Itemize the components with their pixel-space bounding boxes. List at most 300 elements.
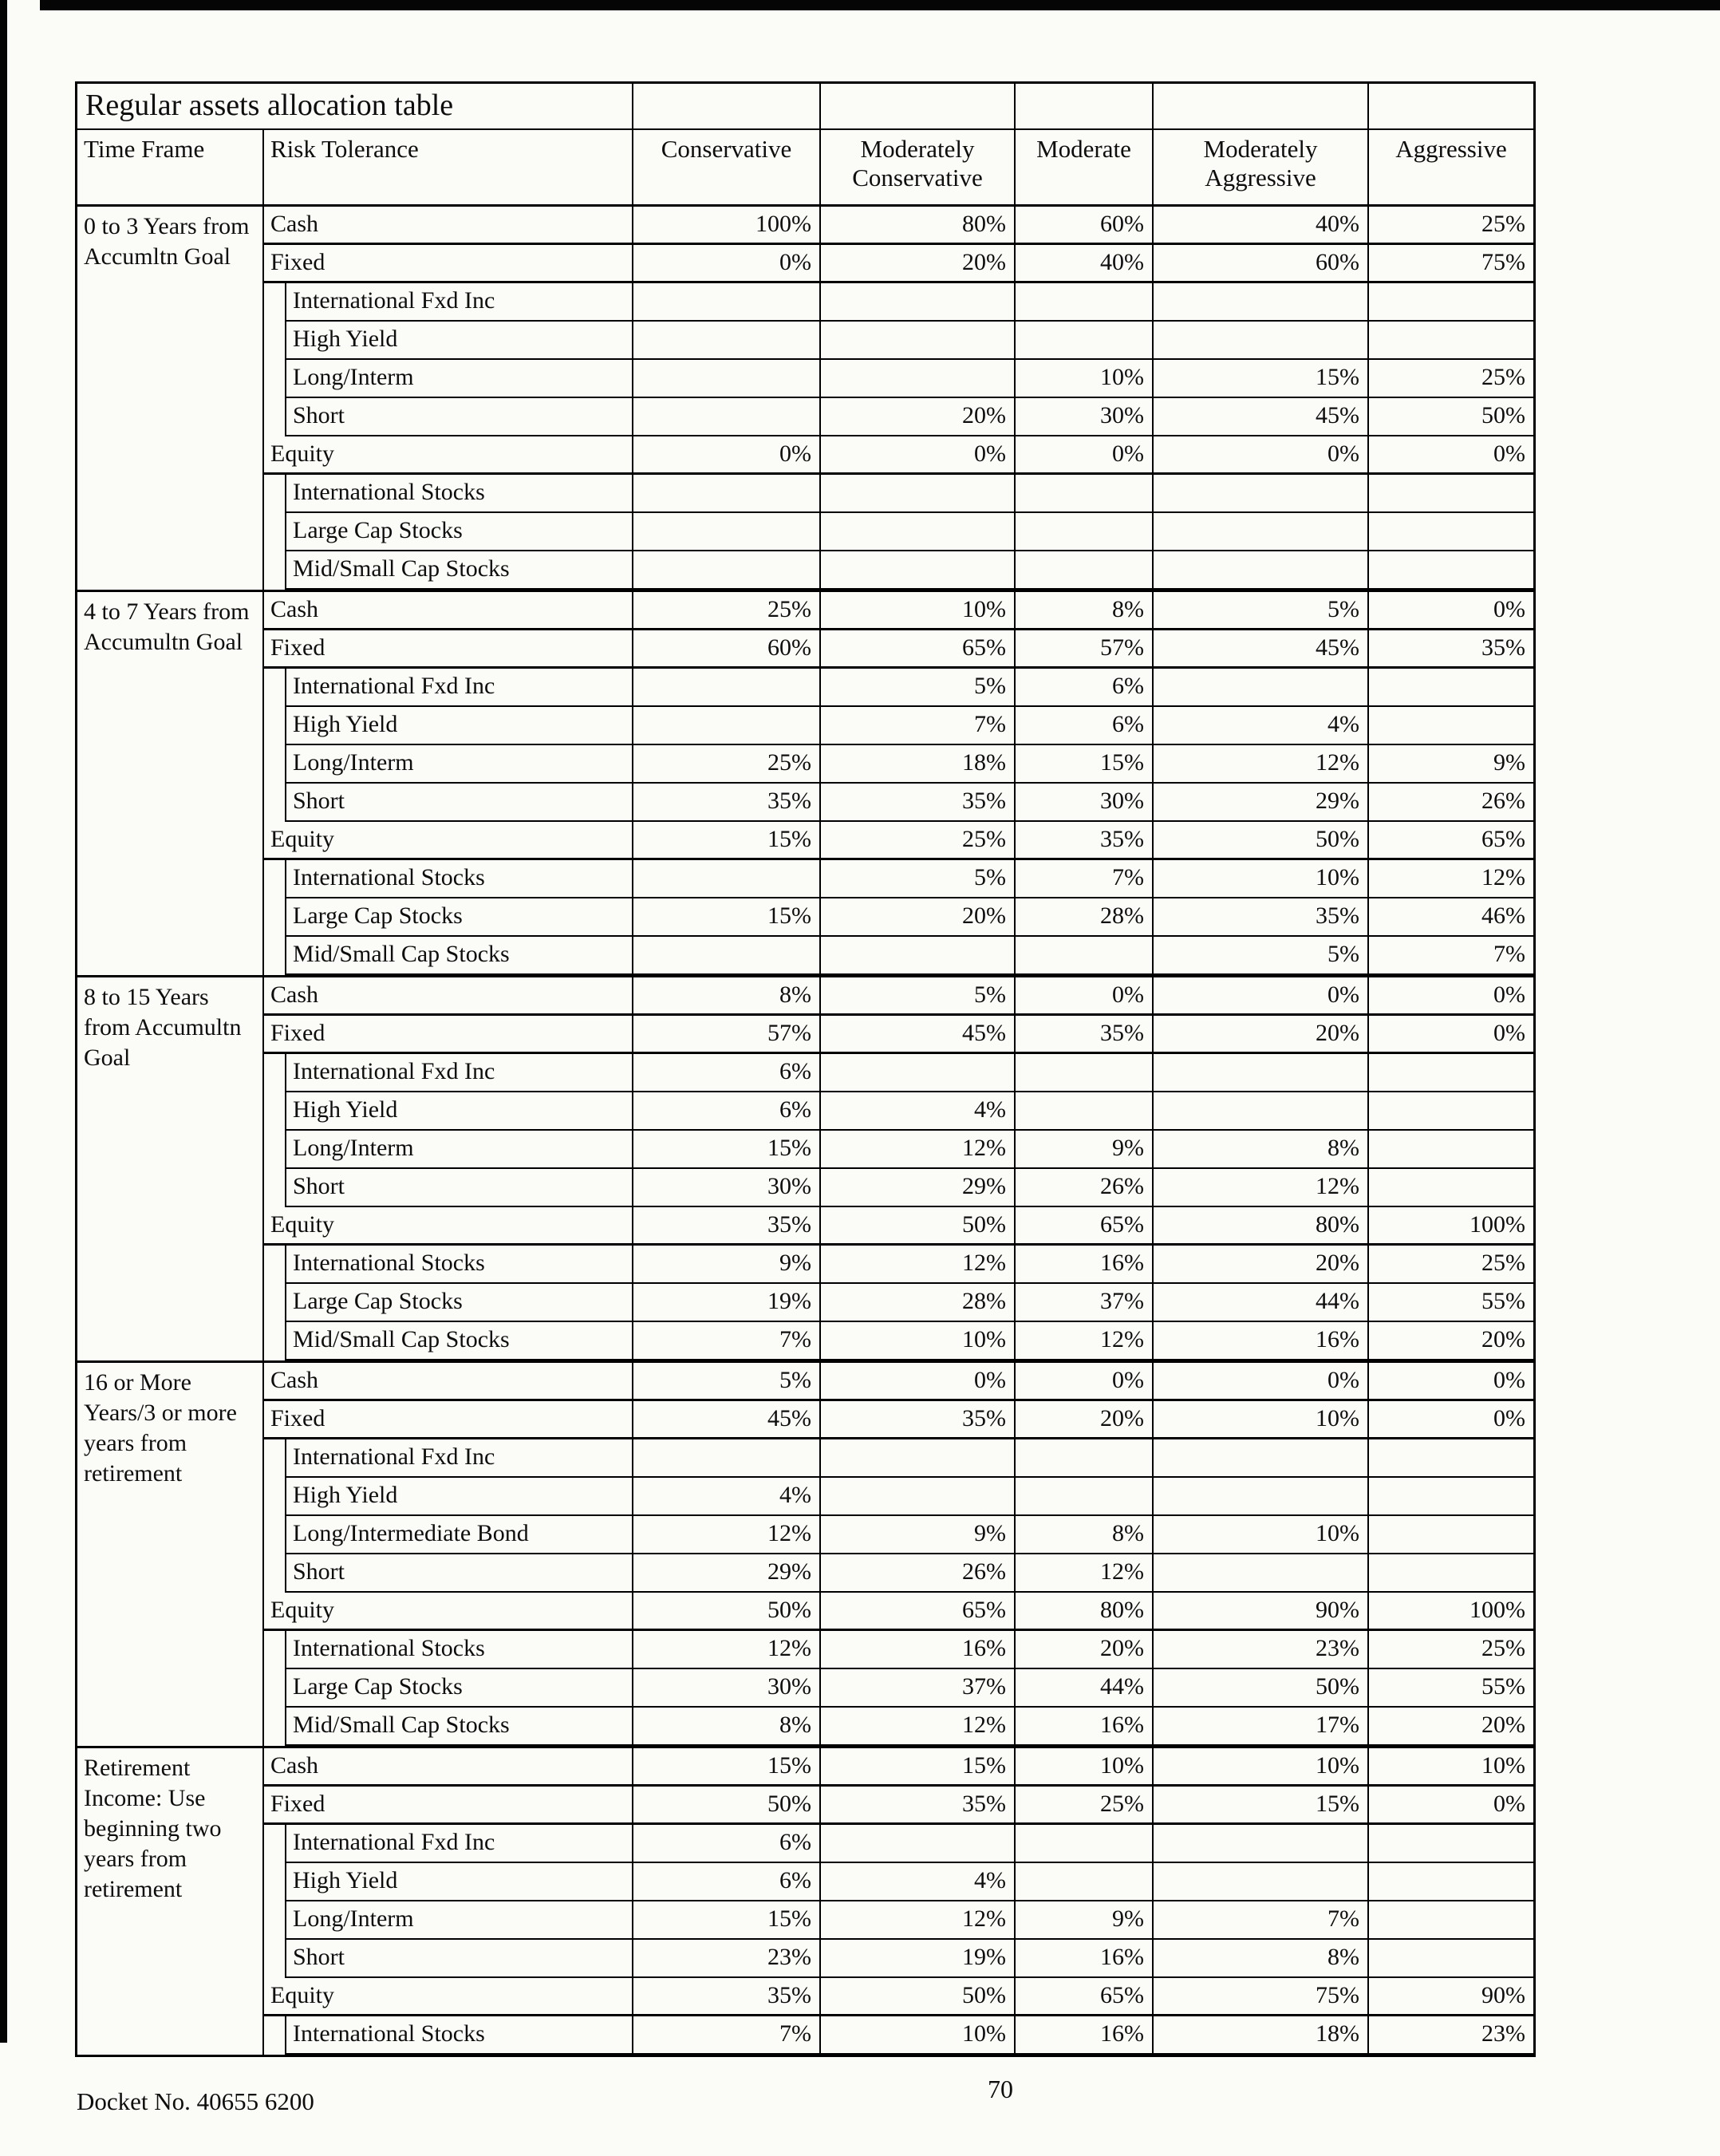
allocation-value: 45% (1152, 398, 1367, 436)
allocation-value: 0% (1367, 436, 1533, 475)
allocation-value: 12% (819, 1131, 1014, 1169)
allocation-value (1367, 475, 1533, 513)
allocation-value: 9% (819, 1516, 1014, 1554)
allocation-value: 35% (819, 1401, 1014, 1439)
allocation-value: 10% (1367, 1748, 1533, 1787)
indent-spacer (264, 1439, 285, 1478)
allocation-value (1367, 1054, 1533, 1092)
allocation-value (1152, 551, 1367, 590)
allocation-value: 12% (1152, 1169, 1367, 1207)
allocation-value (1367, 1863, 1533, 1901)
allocation-value: 20% (819, 398, 1014, 436)
allocation-value: 25% (819, 822, 1014, 860)
allocation-value (1367, 1901, 1533, 1940)
allocation-value: 8% (1014, 1516, 1152, 1554)
time-frame-section (77, 1360, 1533, 1746)
allocation-value: 20% (819, 245, 1014, 283)
allocation-value: 0% (632, 436, 819, 475)
time-frame-column-spacer (77, 860, 264, 898)
allocation-value: 12% (1367, 860, 1533, 898)
asset-category-label: Equity (264, 1593, 632, 1631)
allocation-value: 16% (1014, 1246, 1152, 1284)
allocation-value (632, 860, 819, 898)
allocation-value: 37% (819, 1669, 1014, 1708)
allocation-value: 9% (1014, 1131, 1152, 1169)
table-row (77, 513, 1533, 551)
allocation-value: 100% (1367, 1593, 1533, 1631)
allocation-value: 28% (1014, 898, 1152, 937)
allocation-value: 30% (632, 1169, 819, 1207)
allocation-value: 35% (1014, 822, 1152, 860)
allocation-value (1152, 1092, 1367, 1131)
table-row (77, 1016, 1533, 1054)
allocation-value: 5% (1152, 592, 1367, 630)
allocation-value: 26% (819, 1554, 1014, 1593)
allocation-table (75, 81, 1536, 2057)
allocation-value (1152, 1439, 1367, 1478)
allocation-value: 20% (1152, 1246, 1367, 1284)
allocation-value: 15% (632, 898, 819, 937)
allocation-value: 15% (632, 1901, 819, 1940)
time-frame-column-spacer (77, 360, 264, 398)
allocation-value: 35% (819, 784, 1014, 822)
allocation-value: 44% (1014, 1669, 1152, 1708)
indent-spacer (264, 1092, 285, 1131)
table-row (77, 1439, 1533, 1478)
time-frame-column-spacer (77, 1978, 264, 2016)
allocation-value: 12% (632, 1516, 819, 1554)
time-frame-column-spacer (77, 2016, 264, 2055)
indent-spacer (264, 283, 285, 322)
table-row (77, 1054, 1533, 1092)
allocation-value: 30% (1014, 398, 1152, 436)
allocation-value: 7% (1014, 860, 1152, 898)
allocation-value: 65% (1014, 1978, 1152, 2016)
allocation-value (1367, 1825, 1533, 1863)
asset-subcategory-label: High Yield (285, 1863, 632, 1901)
allocation-value: 75% (1367, 245, 1533, 283)
asset-category-label: Equity (264, 1978, 632, 2016)
allocation-value: 20% (1014, 1401, 1152, 1439)
time-frame-column-spacer (77, 745, 264, 784)
asset-subcategory-label: International Stocks (285, 475, 632, 513)
allocation-value: 10% (819, 592, 1014, 630)
column-header-moderately-conservative: Moderately Conservative (819, 130, 1014, 204)
asset-category-label: Fixed (264, 1787, 632, 1825)
allocation-value: 16% (1152, 1322, 1367, 1360)
allocation-value: 35% (632, 1978, 819, 2016)
title-spacer-cell (1367, 84, 1533, 128)
asset-subcategory-label: Mid/Small Cap Stocks (285, 1708, 632, 1746)
allocation-value: 8% (632, 977, 819, 1016)
asset-subcategory-label: International Stocks (285, 1631, 632, 1669)
indent-spacer (264, 1516, 285, 1554)
indent-spacer (264, 1478, 285, 1516)
table-row (77, 436, 1533, 475)
allocation-value: 4% (819, 1092, 1014, 1131)
title-spacer-cell (632, 84, 819, 128)
allocation-value (1014, 322, 1152, 360)
allocation-value (1152, 1054, 1367, 1092)
column-header-moderate: Moderate (1014, 130, 1152, 204)
asset-category-label: Cash (264, 207, 632, 245)
indent-spacer (264, 745, 285, 784)
allocation-value: 0% (1152, 1363, 1367, 1401)
indent-spacer (264, 1863, 285, 1901)
allocation-value: 55% (1367, 1669, 1533, 1708)
allocation-value: 16% (1014, 2016, 1152, 2055)
allocation-value (1367, 1554, 1533, 1593)
time-frame-column-spacer (77, 1092, 264, 1131)
asset-subcategory-label: Long/Interm (285, 1901, 632, 1940)
table-row (77, 937, 1533, 975)
time-frame-section (77, 590, 1533, 975)
allocation-value: 46% (1367, 898, 1533, 937)
allocation-value: 90% (1367, 1978, 1533, 2016)
time-frame-section (77, 207, 1533, 590)
allocation-value (1014, 1092, 1152, 1131)
allocation-value: 4% (819, 1863, 1014, 1901)
table-title: Regular assets allocation table (85, 89, 454, 122)
allocation-value (1014, 1439, 1152, 1478)
allocation-value (819, 1439, 1014, 1478)
asset-subcategory-label: International Stocks (285, 1246, 632, 1284)
asset-subcategory-label: High Yield (285, 1092, 632, 1131)
asset-subcategory-label: International Fxd Inc (285, 1439, 632, 1478)
allocation-value: 75% (1152, 1978, 1367, 2016)
allocation-value: 50% (819, 1207, 1014, 1246)
table-row (77, 977, 1533, 1016)
allocation-value: 0% (1367, 1401, 1533, 1439)
asset-subcategory-label: International Fxd Inc (285, 283, 632, 322)
allocation-value: 45% (632, 1401, 819, 1439)
asset-category-label: Equity (264, 822, 632, 860)
allocation-value (632, 707, 819, 745)
table-row (77, 2016, 1533, 2055)
allocation-value (1152, 1554, 1367, 1593)
allocation-value (1367, 283, 1533, 322)
indent-spacer (264, 1825, 285, 1863)
allocation-value: 5% (1152, 937, 1367, 975)
asset-subcategory-label: Short (285, 1554, 632, 1593)
allocation-value: 6% (632, 1054, 819, 1092)
time-frame-column-spacer (77, 398, 264, 436)
allocation-value: 25% (632, 745, 819, 784)
table-row (77, 1322, 1533, 1360)
asset-category-label: Equity (264, 1207, 632, 1246)
table-row (77, 1131, 1533, 1169)
indent-spacer (264, 398, 285, 436)
allocation-value: 18% (819, 745, 1014, 784)
indent-spacer (264, 937, 285, 975)
page-number: 70 (988, 2075, 1013, 2103)
allocation-value: 10% (1014, 1748, 1152, 1787)
column-header-risk-tolerance: Risk Tolerance (270, 135, 419, 163)
allocation-value: 9% (1367, 745, 1533, 784)
allocation-value (1367, 1478, 1533, 1516)
time-frame-column-spacer (77, 1554, 264, 1593)
allocation-value (1014, 1863, 1152, 1901)
allocation-value: 0% (1367, 592, 1533, 630)
time-frame-column-spacer (77, 1631, 264, 1669)
allocation-value (1367, 322, 1533, 360)
asset-subcategory-label: Large Cap Stocks (285, 1669, 632, 1708)
allocation-value (1367, 1439, 1533, 1478)
time-frame-label: 0 to 3 Years from Accumltn Goal (84, 213, 250, 270)
allocation-value: 60% (632, 630, 819, 669)
allocation-value: 10% (1014, 360, 1152, 398)
title-spacer-cell (1014, 84, 1152, 128)
allocation-value: 50% (632, 1593, 819, 1631)
table-row (77, 245, 1533, 283)
table-row (77, 1593, 1533, 1631)
allocation-value: 7% (632, 1322, 819, 1360)
asset-subcategory-label: International Stocks (285, 2016, 632, 2055)
time-frame-column-spacer (77, 1131, 264, 1169)
allocation-value: 30% (632, 1669, 819, 1708)
table-row (77, 1825, 1533, 1863)
asset-subcategory-label: International Fxd Inc (285, 1825, 632, 1863)
allocation-value (1014, 513, 1152, 551)
allocation-value: 9% (632, 1246, 819, 1284)
time-frame-label: 16 or More Years/3 or more years from retirement (84, 1369, 237, 1487)
time-frame-column-spacer (77, 436, 264, 475)
allocation-value: 16% (1014, 1708, 1152, 1746)
asset-subcategory-label: High Yield (285, 1478, 632, 1516)
allocation-value (1367, 1169, 1533, 1207)
table-row (77, 1169, 1533, 1207)
docket-number: Docket No. 40655 6200 (77, 2087, 314, 2115)
allocation-value: 35% (632, 784, 819, 822)
allocation-value (1014, 283, 1152, 322)
allocation-value: 0% (1014, 977, 1152, 1016)
asset-subcategory-label: Long/Interm (285, 360, 632, 398)
allocation-value: 50% (819, 1978, 1014, 2016)
allocation-value: 50% (1152, 822, 1367, 860)
table-row (77, 1363, 1533, 1401)
table-row (77, 360, 1533, 398)
allocation-value: 5% (632, 1363, 819, 1401)
allocation-value: 0% (1367, 1016, 1533, 1054)
allocation-value: 26% (1367, 784, 1533, 822)
column-header-moderately-aggressive: Moderately Aggressive (1152, 130, 1367, 204)
table-row (77, 1207, 1533, 1246)
indent-spacer (264, 1246, 285, 1284)
allocation-value: 100% (1367, 1207, 1533, 1246)
table-row (77, 322, 1533, 360)
time-frame-label: 8 to 15 Years from Accumultn Goal (84, 984, 242, 1071)
allocation-value: 18% (1152, 2016, 1367, 2055)
allocation-value (632, 1439, 819, 1478)
time-frame-column-spacer (77, 1669, 264, 1708)
indent-spacer (264, 322, 285, 360)
time-frame-column-spacer (77, 322, 264, 360)
allocation-value: 8% (632, 1708, 819, 1746)
allocation-value: 7% (819, 707, 1014, 745)
allocation-value: 23% (1152, 1631, 1367, 1669)
asset-subcategory-label: Long/Interm (285, 745, 632, 784)
time-frame-column-spacer (77, 784, 264, 822)
allocation-value: 80% (1152, 1207, 1367, 1246)
allocation-value: 60% (1152, 245, 1367, 283)
asset-subcategory-label: Large Cap Stocks (285, 1284, 632, 1322)
allocation-value: 25% (1367, 360, 1533, 398)
allocation-value (1367, 1516, 1533, 1554)
allocation-value: 9% (1014, 1901, 1152, 1940)
asset-subcategory-label: Short (285, 398, 632, 436)
allocation-value (632, 551, 819, 590)
allocation-value (819, 1825, 1014, 1863)
column-header-conservative: Conservative (632, 130, 819, 204)
allocation-value: 50% (632, 1787, 819, 1825)
allocation-value: 23% (1367, 2016, 1533, 2055)
column-header-aggressive: Aggressive (1367, 130, 1533, 204)
asset-category-label: Fixed (264, 630, 632, 669)
indent-spacer (264, 1131, 285, 1169)
allocation-value (632, 322, 819, 360)
asset-subcategory-label: International Fxd Inc (285, 1054, 632, 1092)
indent-spacer (264, 860, 285, 898)
scan-edge-left (0, 0, 7, 2043)
allocation-value: 57% (1014, 630, 1152, 669)
allocation-value (819, 937, 1014, 975)
title-spacer-cell (1152, 84, 1367, 128)
allocation-value: 4% (632, 1478, 819, 1516)
allocation-value: 8% (1014, 592, 1152, 630)
allocation-value: 7% (632, 2016, 819, 2055)
allocation-value (1014, 475, 1152, 513)
allocation-value: 10% (819, 1322, 1014, 1360)
allocation-value: 10% (1152, 860, 1367, 898)
allocation-value (819, 1054, 1014, 1092)
allocation-value: 35% (1152, 898, 1367, 937)
indent-spacer (264, 551, 285, 590)
time-frame-label: 4 to 7 Years from Accumultn Goal (84, 598, 250, 655)
time-frame-column-spacer (77, 513, 264, 551)
allocation-value: 4% (1152, 707, 1367, 745)
allocation-value: 17% (1152, 1708, 1367, 1746)
indent-spacer (264, 1322, 285, 1360)
asset-subcategory-label: High Yield (285, 707, 632, 745)
allocation-value (1367, 1131, 1533, 1169)
allocation-value: 10% (1152, 1401, 1367, 1439)
time-frame-column-spacer (77, 1708, 264, 1746)
time-frame-column-spacer (77, 1169, 264, 1207)
allocation-value: 7% (1152, 1901, 1367, 1940)
allocation-value: 0% (1014, 1363, 1152, 1401)
allocation-value: 0% (819, 436, 1014, 475)
allocation-value: 15% (1152, 360, 1367, 398)
table-row (77, 1787, 1533, 1825)
allocation-value: 29% (632, 1554, 819, 1593)
asset-category-label: Fixed (264, 1016, 632, 1054)
allocation-value: 100% (632, 207, 819, 245)
allocation-value (1152, 1478, 1367, 1516)
allocation-value (1152, 475, 1367, 513)
allocation-value (1014, 1825, 1152, 1863)
allocation-value: 6% (1014, 669, 1152, 707)
allocation-value: 29% (819, 1169, 1014, 1207)
allocation-value: 25% (1014, 1787, 1152, 1825)
allocation-value: 12% (1152, 745, 1367, 784)
allocation-value (1152, 322, 1367, 360)
allocation-value: 20% (819, 898, 1014, 937)
indent-spacer (264, 1554, 285, 1593)
allocation-value (1152, 1825, 1367, 1863)
allocation-value: 37% (1014, 1284, 1152, 1322)
allocation-value: 12% (819, 1246, 1014, 1284)
time-frame-column-spacer (77, 937, 264, 975)
allocation-value: 12% (819, 1901, 1014, 1940)
table-row (77, 707, 1533, 745)
allocation-value: 15% (632, 1748, 819, 1787)
allocation-value: 35% (819, 1787, 1014, 1825)
table-row (77, 1940, 1533, 1978)
indent-spacer (264, 898, 285, 937)
indent-spacer (264, 1669, 285, 1708)
allocation-value: 50% (1152, 1669, 1367, 1708)
time-frame-column-spacer (77, 707, 264, 745)
allocation-value: 55% (1367, 1284, 1533, 1322)
allocation-value: 6% (632, 1825, 819, 1863)
time-frame-column-spacer (77, 1516, 264, 1554)
table-row (77, 1284, 1533, 1322)
time-frame-column-spacer (77, 1284, 264, 1322)
time-frame-column-spacer (77, 1246, 264, 1284)
allocation-value: 7% (1367, 937, 1533, 975)
allocation-value: 15% (1014, 745, 1152, 784)
allocation-value (632, 937, 819, 975)
time-frame-label: Retirement Income: Use beginning two years from retirement (84, 1755, 222, 1902)
allocation-value: 20% (1367, 1708, 1533, 1746)
indent-spacer (264, 707, 285, 745)
allocation-value: 80% (819, 207, 1014, 245)
allocation-value: 65% (819, 1593, 1014, 1631)
allocation-value: 23% (632, 1940, 819, 1978)
table-row (77, 784, 1533, 822)
allocation-value (1152, 1863, 1367, 1901)
asset-category-label: Fixed (264, 245, 632, 283)
allocation-value: 35% (632, 1207, 819, 1246)
allocation-value: 12% (1014, 1322, 1152, 1360)
allocation-value: 65% (1367, 822, 1533, 860)
allocation-value (632, 475, 819, 513)
allocation-value (819, 513, 1014, 551)
asset-category-label: Cash (264, 977, 632, 1016)
allocation-value: 19% (819, 1940, 1014, 1978)
allocation-value: 15% (819, 1748, 1014, 1787)
indent-spacer (264, 1054, 285, 1092)
allocation-value: 25% (1367, 1631, 1533, 1669)
table-row (77, 1863, 1533, 1901)
table-row (77, 1516, 1533, 1554)
allocation-value: 35% (1367, 630, 1533, 669)
title-spacer-cell (819, 84, 1014, 128)
allocation-value (1367, 1940, 1533, 1978)
allocation-value (1014, 937, 1152, 975)
allocation-value (1014, 1478, 1152, 1516)
allocation-value (1014, 1054, 1152, 1092)
allocation-value: 28% (819, 1284, 1014, 1322)
allocation-value (1014, 551, 1152, 590)
asset-category-label: Cash (264, 1748, 632, 1787)
table-row (77, 1748, 1533, 1787)
allocation-value: 12% (632, 1631, 819, 1669)
asset-subcategory-label: High Yield (285, 322, 632, 360)
asset-subcategory-label: International Fxd Inc (285, 669, 632, 707)
allocation-value: 10% (819, 2016, 1014, 2055)
time-frame-column-spacer (77, 1322, 264, 1360)
